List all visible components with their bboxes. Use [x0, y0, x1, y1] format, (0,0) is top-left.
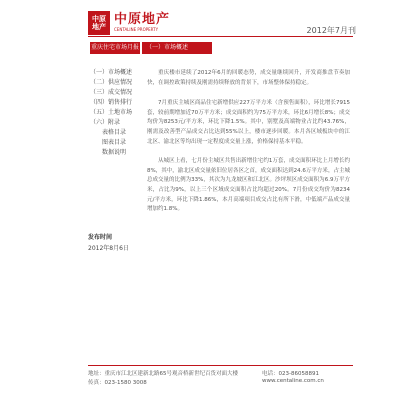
report-body: [147, 69, 350, 222]
toc-item[interactable]: （四）销售排行: [90, 99, 133, 106]
logo-mark: [88, 11, 110, 35]
logo-subtitle: CENTALINE PROPERTY: [114, 27, 159, 32]
toc-subitem[interactable]: 数据说明: [102, 149, 127, 156]
header-divider: [88, 36, 353, 37]
report-title-tag: 重庆住宅市场月报: [90, 42, 140, 54]
body-paragraph: 从城区上看，七月份主城区共售出新增住宅约1万套，成交面积环比上月增长约8%，其中，渝北区成交量依旧位居各区之首，成交面积达到24.6万平方米，占主城总成交量的比例为33%，其次为九龙坡区和江北区。沙坪坝区成交面积为6.9万平方米，占比为9%，以上三个区域成交面积占比均超过20%。7月份成交均价为8234元/平方米，环比下降1.86%，本月高端项目成交占比有所下滑，中低端产品成交量增加约1.8%。: [147, 158, 350, 213]
section-title-tag: （一）市场概述: [142, 42, 212, 54]
publish-date: 2012年8月6日: [88, 245, 129, 252]
footer-divider: [88, 365, 353, 366]
toc-item[interactable]: （六）附录: [90, 119, 121, 126]
footer-address: 地址：重庆市江北区建新北路65号观音桥新世纪百货对面大楼: [88, 371, 239, 377]
toc-item[interactable]: （一）市场概述: [90, 69, 133, 76]
logo-name: 中原地产: [114, 12, 171, 27]
body-paragraph: 7月重庆主城区商品住宅新增供应227万平方米（含预售面积），环比增长7915套，较前期增加近70万平方米；成交面积约为75万平方米，环比6月增长8%；成交均价为8253元/平方米，环比下降1.5%。其中，别墅及高端物业占比约43.76%，刚需及改善型产品成交占比达到55%以上，楼市逐步回暖。本月各区域板块中的江北区、渝北区等均出现一定程度成交量上涨，价格保持基本平稳。: [147, 100, 350, 145]
footer-fax: 传真：023-1580 3008: [88, 380, 147, 386]
toc-item[interactable]: （五）土地市场: [90, 109, 133, 116]
body-paragraph: 重庆楼市延续了2012年6月的回暖态势，成交量继续回升，开发商推盘节奏加快，在调控政策持续及刚需持续释放的背景下，市场整体保持稳定。: [147, 70, 350, 86]
table-of-contents: [90, 68, 145, 158]
footer-website[interactable]: www.centaline.com.cn: [262, 378, 324, 384]
toc-item[interactable]: （三）成交情况: [90, 89, 133, 96]
logo-mark-line1: 中原: [92, 15, 106, 23]
logo-mark-line2: 地产: [92, 23, 106, 31]
publish-label: 发布时间: [88, 234, 113, 241]
footer-phone: 电话：023-86058891: [262, 371, 319, 377]
toc-subitem[interactable]: 图表目录: [102, 139, 127, 146]
company-logo: [88, 10, 170, 36]
toc-subitem[interactable]: 表格目录: [102, 129, 127, 136]
toc-item[interactable]: （二）供应情况: [90, 79, 133, 86]
report-issue-date: 2012年7月刊: [306, 26, 356, 35]
